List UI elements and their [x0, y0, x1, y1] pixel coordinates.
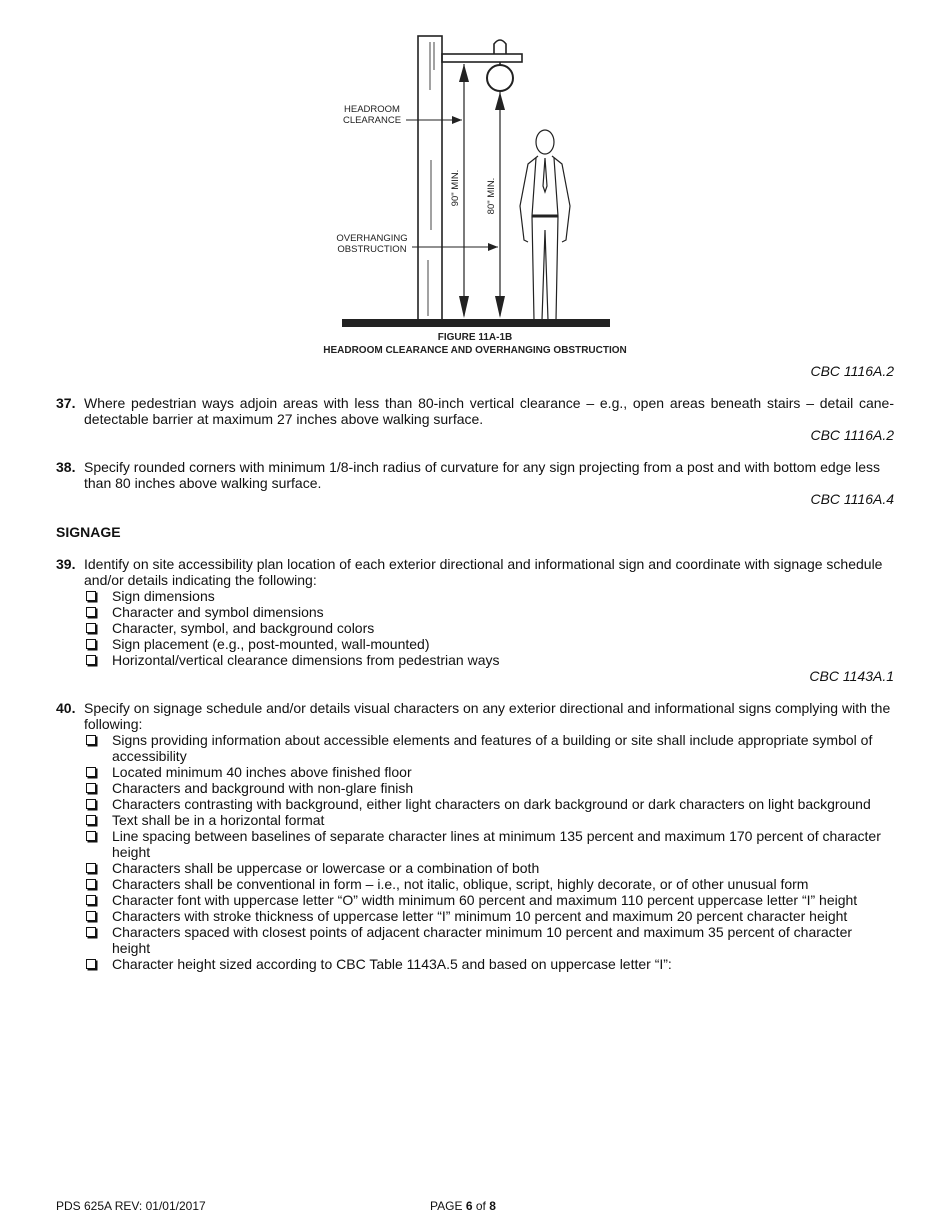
headroom-label-line2: CLEARANCE	[342, 115, 402, 126]
checklist-entry	[84, 764, 894, 780]
checklist-item-38	[56, 459, 894, 491]
item-39-citation: CBC 1143A.1	[809, 668, 894, 684]
checklist-entry	[84, 828, 894, 860]
footer-form-revision: PDS 625A REV: 01/01/2017	[56, 1199, 206, 1213]
page-of: of	[475, 1199, 486, 1213]
checkbox-icon	[86, 767, 96, 777]
checklist-entry	[84, 908, 894, 924]
checklist-entry-text: Characters contrasting with background, either light characters on dark background or dark characters on light background	[112, 796, 871, 812]
checkbox-icon	[86, 879, 96, 889]
item-text: Specify rounded corners with minimum 1/8-inch radius of curvature for any sign projecting from a post and with bottom edge less than 80 inches above walking surface.	[84, 459, 881, 491]
item-text: Where pedestrian ways adjoin areas with less than 80-inch vertical clearance – e.g., open areas beneath stairs – detail cane-detectable barrier at maximum 27 inches above walking surface.	[84, 395, 894, 427]
checklist-entry-text: Text shall be in a horizontal format	[112, 812, 325, 828]
item-number: 39.	[56, 556, 76, 572]
checkbox-icon	[86, 783, 96, 793]
checklist-entry	[84, 924, 894, 956]
checklist-entry-text: Sign dimensions	[112, 588, 215, 604]
checklist-entry	[84, 732, 894, 764]
page-prefix: PAGE	[430, 1199, 463, 1213]
checklist-item-37	[56, 395, 894, 427]
checklist-entry-text: Characters shall be uppercase or lowercase or a combination of both	[112, 860, 540, 876]
checklist-entry-text: Signs providing information about accessible elements and features of a building or site shall include appropriate symbol of accessibility	[112, 732, 873, 764]
figure-caption-title: HEADROOM CLEARANCE AND OVERHANGING OBSTRUCTION	[323, 345, 627, 356]
checklist-entry-text: Located minimum 40 inches above finished floor	[112, 764, 412, 780]
checklist-entry-text: Sign placement (e.g., post-mounted, wall-mounted)	[112, 636, 430, 652]
checklist-entry-text: Character height sized according to CBC Table 1143A.5 and based on uppercase letter “I”:	[112, 956, 672, 972]
checkbox-icon	[86, 623, 96, 633]
figure-citation: CBC 1116A.2	[810, 363, 894, 379]
overhang-label-line1: OVERHANGING	[336, 233, 408, 244]
figure-caption-number: FIGURE 11A-1B	[437, 332, 513, 343]
checklist-entry-text: Characters and background with non-glare finish	[112, 780, 414, 796]
figure-headroom-clearance	[300, 30, 650, 360]
checklist-entry-text: Characters shall be conventional in form – i.e., not italic, oblique, script, highly decorate, or of other unusual form	[112, 876, 809, 892]
checklist-entry-text: Line spacing between baselines of separate character lines at minimum 135 percent and maximum 170 percent of character height	[112, 828, 881, 860]
checkbox-icon	[86, 655, 96, 665]
dimension-90-label: 90" MIN.	[450, 169, 461, 207]
checklist-entry-text: Character, symbol, and background colors	[112, 620, 375, 636]
checkbox-icon	[86, 735, 96, 745]
checklist-entry	[84, 780, 894, 796]
page-total: 8	[489, 1199, 496, 1213]
checklist-entry	[84, 876, 894, 892]
checklist-entry	[84, 620, 894, 636]
checklist-entry	[84, 796, 894, 812]
item-number: 40.	[56, 700, 76, 716]
page-current: 6	[465, 1199, 473, 1213]
item-text: Specify on signage schedule and/or details visual characters on any exterior directional and informational signs complying with the following:	[84, 700, 891, 732]
dimension-80-label: 80" MIN.	[486, 177, 497, 215]
item-40-checklist	[84, 732, 894, 972]
checkbox-icon	[86, 607, 96, 617]
checklist-item-40	[56, 700, 894, 972]
headroom-label-line1: HEADROOM	[344, 104, 400, 115]
checkbox-icon	[86, 591, 96, 601]
checklist-entry	[84, 892, 894, 908]
checkbox-icon	[86, 799, 96, 809]
checklist-entry	[84, 604, 894, 620]
checklist-entry-text: Horizontal/vertical clearance dimensions from pedestrian ways	[112, 652, 500, 668]
item-38-citation: CBC 1116A.4	[810, 491, 894, 507]
checklist-entry-text: Character font with uppercase letter “O” width minimum 60 percent and maximum 110 percent uppercase letter “I” height	[112, 892, 858, 908]
checklist-entry-text: Character and symbol dimensions	[112, 604, 324, 620]
checkbox-icon	[86, 863, 96, 873]
item-number: 38.	[56, 459, 76, 475]
checklist-entry	[84, 636, 894, 652]
checklist-entry	[84, 860, 894, 876]
item-37-citation: CBC 1116A.2	[810, 427, 894, 443]
person-figure	[520, 130, 570, 320]
checklist-entry-text: Characters with stroke thickness of uppercase letter “I” minimum 10 percent and maximum 20 percent character height	[112, 908, 848, 924]
section-heading-signage: SIGNAGE	[56, 524, 121, 540]
checkbox-icon	[86, 959, 96, 969]
checklist-entry	[84, 812, 894, 828]
figure-illustration	[300, 30, 650, 330]
footer-page-number	[430, 1198, 496, 1214]
checklist-entry	[84, 652, 894, 668]
item-39-checklist	[84, 588, 894, 668]
checkbox-icon	[86, 911, 96, 921]
item-number: 37.	[56, 395, 76, 411]
checklist-item-39	[56, 556, 894, 668]
checkbox-icon	[86, 815, 96, 825]
item-text: Identify on site accessibility plan location of each exterior directional and informational sign and coordinate with signage schedule and/or details indicating the following:	[84, 556, 883, 588]
checkbox-icon	[86, 639, 96, 649]
checkbox-icon	[86, 895, 96, 905]
checklist-entry	[84, 588, 894, 604]
checklist-entry-text: Characters spaced with closest points of adjacent character minimum 10 percent and maximum 35 percent of character height	[112, 924, 853, 956]
checkbox-icon	[86, 831, 96, 841]
checkbox-icon	[86, 927, 96, 937]
checklist-entry	[84, 956, 894, 972]
overhang-label-line2: OBSTRUCTION	[337, 244, 407, 255]
